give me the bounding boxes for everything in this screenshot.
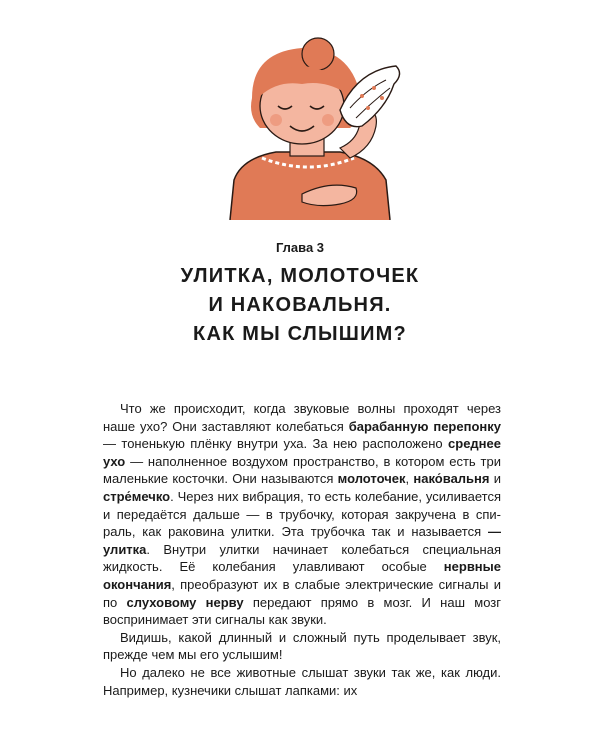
bold-term: нако́вальня	[413, 471, 490, 487]
chapter-title-line: КАК МЫ СЛЫШИМ?	[193, 323, 407, 345]
bold-term: молоточек	[337, 471, 406, 487]
chapter-label: Глава 3	[275, 240, 325, 255]
paragraph	[103, 400, 501, 629]
chapter-title-line: И НАКОВАЛЬНЯ.	[208, 294, 392, 316]
girl-listening-seashell-icon	[190, 30, 430, 220]
bold-term: стре́мечко	[103, 488, 171, 504]
bold-term: слуховому нерву	[126, 594, 244, 610]
text-run: . Через них вибрация, то есть колебание, усиливается и передаётся дальше — в трубочку, которая закручена в спираль, как раковина улитки. Эта трубочка так и называется	[103, 488, 501, 540]
text-run: — наполненное воздухом пространство, в котором есть три маленькие косточки. Они называются	[103, 453, 501, 487]
text-run: Видишь, какой длинный и сложный путь проделывает звук, прежде чем мы его услышим!	[103, 629, 501, 663]
text-run: ,	[405, 471, 414, 487]
text-run: Но далеко не все животные слышат звуки так же, как люди. Например, кузнечики слышат лапками: их	[103, 664, 501, 698]
paragraph	[103, 629, 501, 664]
text-run: . Внутри улитки начинает колебаться специальная жидкость. Её колебания улавливают особые	[103, 541, 501, 575]
paragraph	[103, 664, 501, 699]
bold-term: среднее ухо	[103, 436, 501, 469]
chapter-title-line: УЛИТКА, МОЛОТОЧЕК	[180, 265, 420, 287]
text-run: , преобразуют их в слабые электрические сигналы и по	[103, 576, 501, 610]
text-run: и	[489, 471, 502, 487]
body-text	[103, 400, 501, 699]
chapter-illustration	[190, 30, 430, 220]
bold-term: барабанную перепонку	[348, 418, 501, 434]
chapter-title	[0, 262, 600, 349]
bold-term: нервные окончания	[103, 559, 501, 592]
bold-term: — улитка	[103, 524, 501, 557]
text-run: — тоненькую плёнку внутри уха. За нею расположено	[103, 436, 449, 452]
text-run: передают прямо в мозг. И наш мозг воспринимает эти сигналы как звуки.	[103, 594, 501, 628]
text-run: Что же происходит, когда звуковые волны проходят через наше ухо? Они заставляют колебаться	[103, 401, 501, 434]
